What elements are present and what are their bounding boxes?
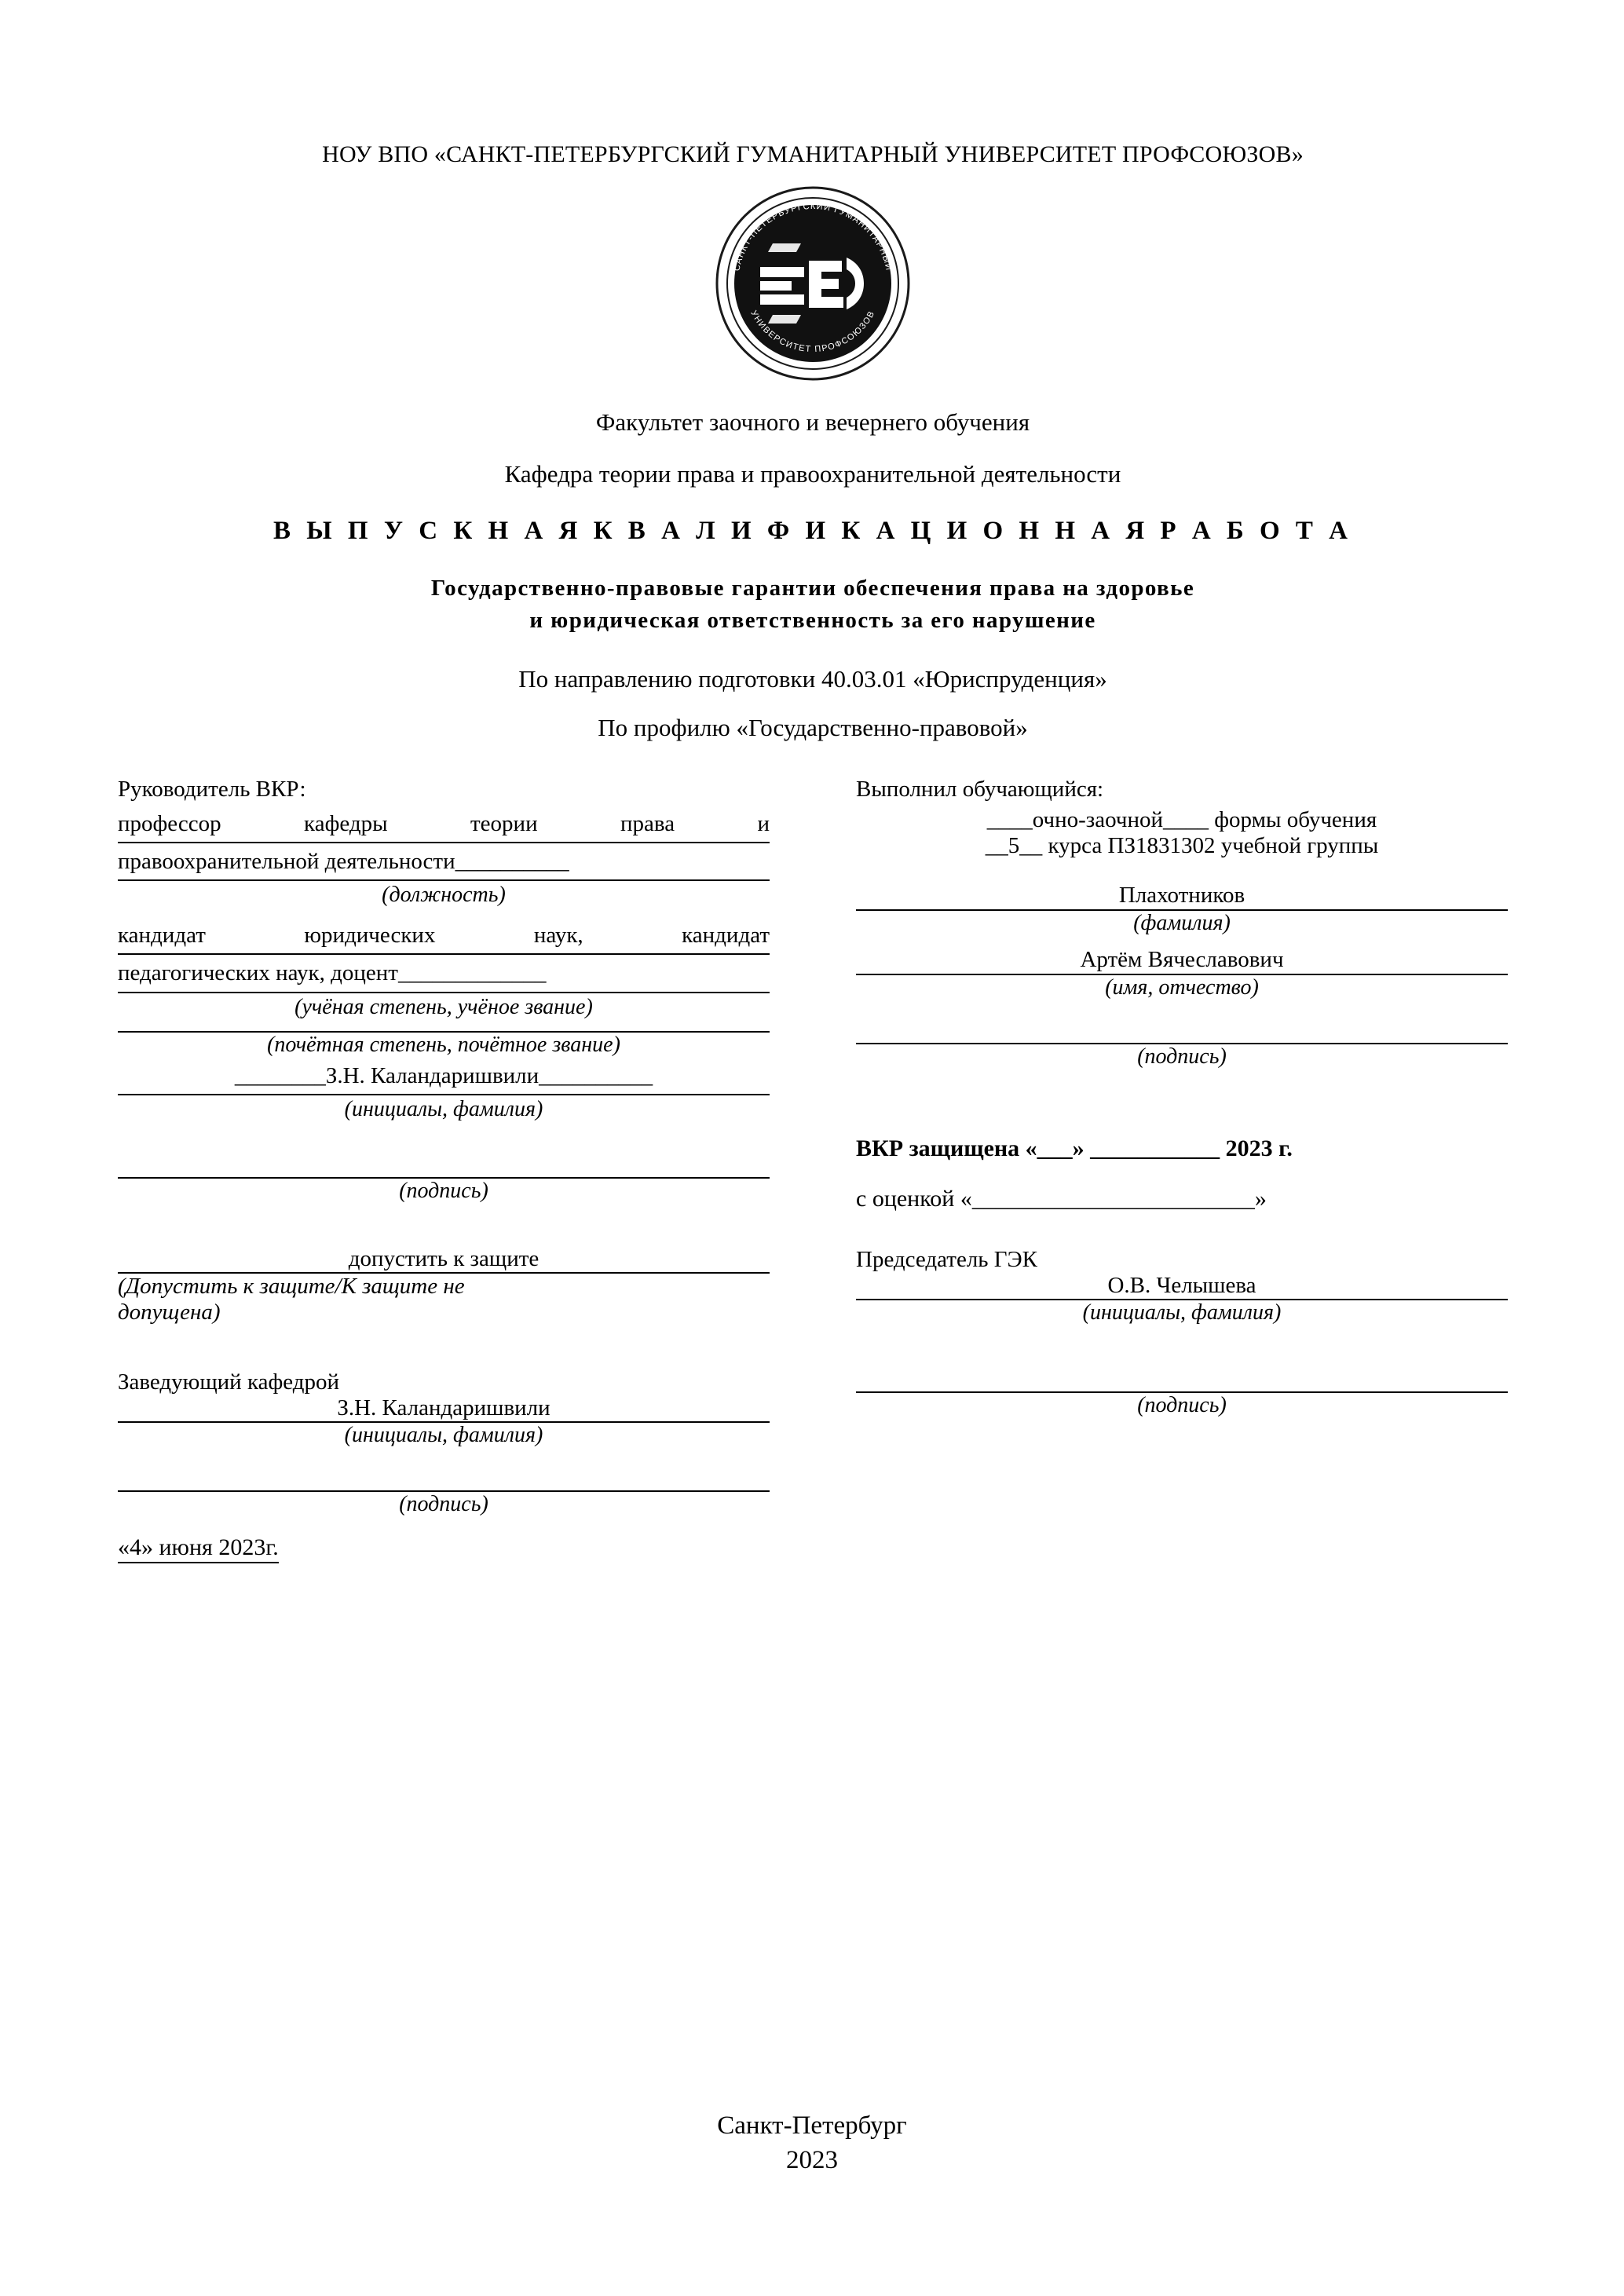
spacer — [856, 1011, 1508, 1043]
department-name: Кафедра теории права и правоохранительной деятельности — [504, 460, 1121, 488]
student-surname: Плахотников — [856, 883, 1508, 911]
svg-text:УНИВЕРСИТЕТ ПРОФСОЮЗОВ: УНИВЕРСИТЕТ ПРОФСОЮЗОВ — [748, 309, 877, 355]
supervisor-position-caption: (должность) — [382, 883, 506, 908]
admission-date: «4» июня 2023г. — [118, 1534, 279, 1563]
head-of-department-label: Заведующий кафедрой — [118, 1369, 340, 1395]
student-column — [856, 777, 1508, 1563]
study-direction: По направлению подготовки 40.03.01 «Юриспруденция» — [518, 665, 1107, 693]
supervisor-degree-caption: (учёная степень, учёное звание) — [294, 994, 593, 1019]
thesis-theme-line2: и юридическая ответственность за его нарушение — [529, 608, 1096, 634]
student-signature-caption: (подпись) — [1137, 1044, 1227, 1069]
spacer — [856, 859, 1508, 883]
defence-mark-line: с оценкой «________________________» — [856, 1186, 1267, 1212]
admit-caption-line2: допущена) — [118, 1299, 221, 1325]
university-logo-icon — [715, 185, 911, 382]
student-title: Выполнил обучающийся: — [856, 777, 1104, 803]
student-form-line: ____очно-заочной____ формы обучения — [986, 807, 1377, 833]
university-logo-wrap — [118, 185, 1508, 382]
supervisor-honorary-caption: (почётная степень, почётное звание) — [267, 1032, 620, 1057]
spacer — [856, 1080, 1508, 1135]
chairman-name: О.В. Челышева — [1107, 1273, 1256, 1299]
admit-label: допустить к защите — [348, 1245, 540, 1271]
footer-year: 2023 — [786, 2146, 838, 2175]
signature-block — [118, 777, 1508, 1563]
defence-date-line: ВКР защищена «___» ___________ 2023 г. — [856, 1135, 1293, 1162]
head-signature-caption: (подпись) — [399, 1491, 488, 1516]
spacer — [118, 1519, 770, 1534]
thesis-theme-line1: Государственно-правовые гарантии обеспечения права на здоровье — [430, 576, 1195, 601]
spacer — [118, 1325, 770, 1369]
chairman-signature-caption: (подпись) — [1137, 1393, 1227, 1418]
footer-city: Санкт-Петербург — [717, 2111, 907, 2140]
student-firstname: Артём Вячеславович — [856, 947, 1508, 975]
spacer — [118, 1133, 770, 1177]
supervisor-position-line1: профессор кафедры теории права и — [118, 807, 770, 843]
supervisor-name: ________З.Н. Каландаришвили__________ — [118, 1059, 770, 1095]
student-firstname-caption: (имя, отчество) — [1105, 975, 1259, 1000]
svg-text:САНКТ-ПЕТЕРБУРГСКИЙ ГУМАНИТАРН: САНКТ-ПЕТЕРБУРГСКИЙ ГУМАНИТАРНЫЙ — [732, 201, 894, 272]
head-name-caption: (инициалы, фамилия) — [344, 1422, 543, 1447]
spacer — [856, 1336, 1508, 1391]
study-profile: По профилю «Государственно-правовой» — [598, 714, 1028, 742]
chairman-name-caption: (инициалы, фамилия) — [1082, 1300, 1282, 1325]
student-surname-caption: (фамилия) — [1133, 911, 1231, 936]
supervisor-position-line2: правоохранительной деятельности__________ — [118, 845, 770, 881]
supervisor-degree-line1: кандидат юридических наук, кандидат — [118, 919, 770, 955]
student-course-line: __5__ курса ПЗ1831302 учебной группы — [985, 833, 1379, 859]
supervisor-signature-caption: (подпись) — [399, 1178, 488, 1203]
page-content — [118, 141, 1508, 1563]
spacer — [118, 1459, 770, 1490]
spacer — [118, 1215, 770, 1246]
university-name: НОУ ВПО «САНКТ-ПЕТЕРБУРГСКИЙ ГУМАНИТАРНЫЙ УНИВЕРСИТЕТ ПРОФСОЮЗОВ» — [322, 141, 1304, 167]
supervisor-name-caption: (инициалы, фамилия) — [344, 1096, 543, 1121]
page-footer — [0, 2108, 1624, 2178]
logo-svg — [715, 185, 911, 382]
supervisor-title: Руководитель ВКР: — [118, 777, 306, 803]
faculty-name: Факультет заочного и вечернего обучения — [595, 408, 1030, 436]
admit-caption-line1: (Допустить к защите/К защите не — [118, 1273, 465, 1299]
thesis-theme — [118, 572, 1508, 637]
head-of-department-name: З.Н. Каландаришвили — [337, 1395, 550, 1420]
supervisor-column — [118, 777, 770, 1563]
chairman-label: Председатель ГЭК — [856, 1247, 1038, 1273]
document-type: В Ы П У С К Н А Я К В А Л И Ф И К А Ц И О Н Н А Я Р А Б О Т А — [272, 517, 1352, 545]
supervisor-degree-line2: педагогических наук, доцент_____________ — [118, 956, 770, 993]
